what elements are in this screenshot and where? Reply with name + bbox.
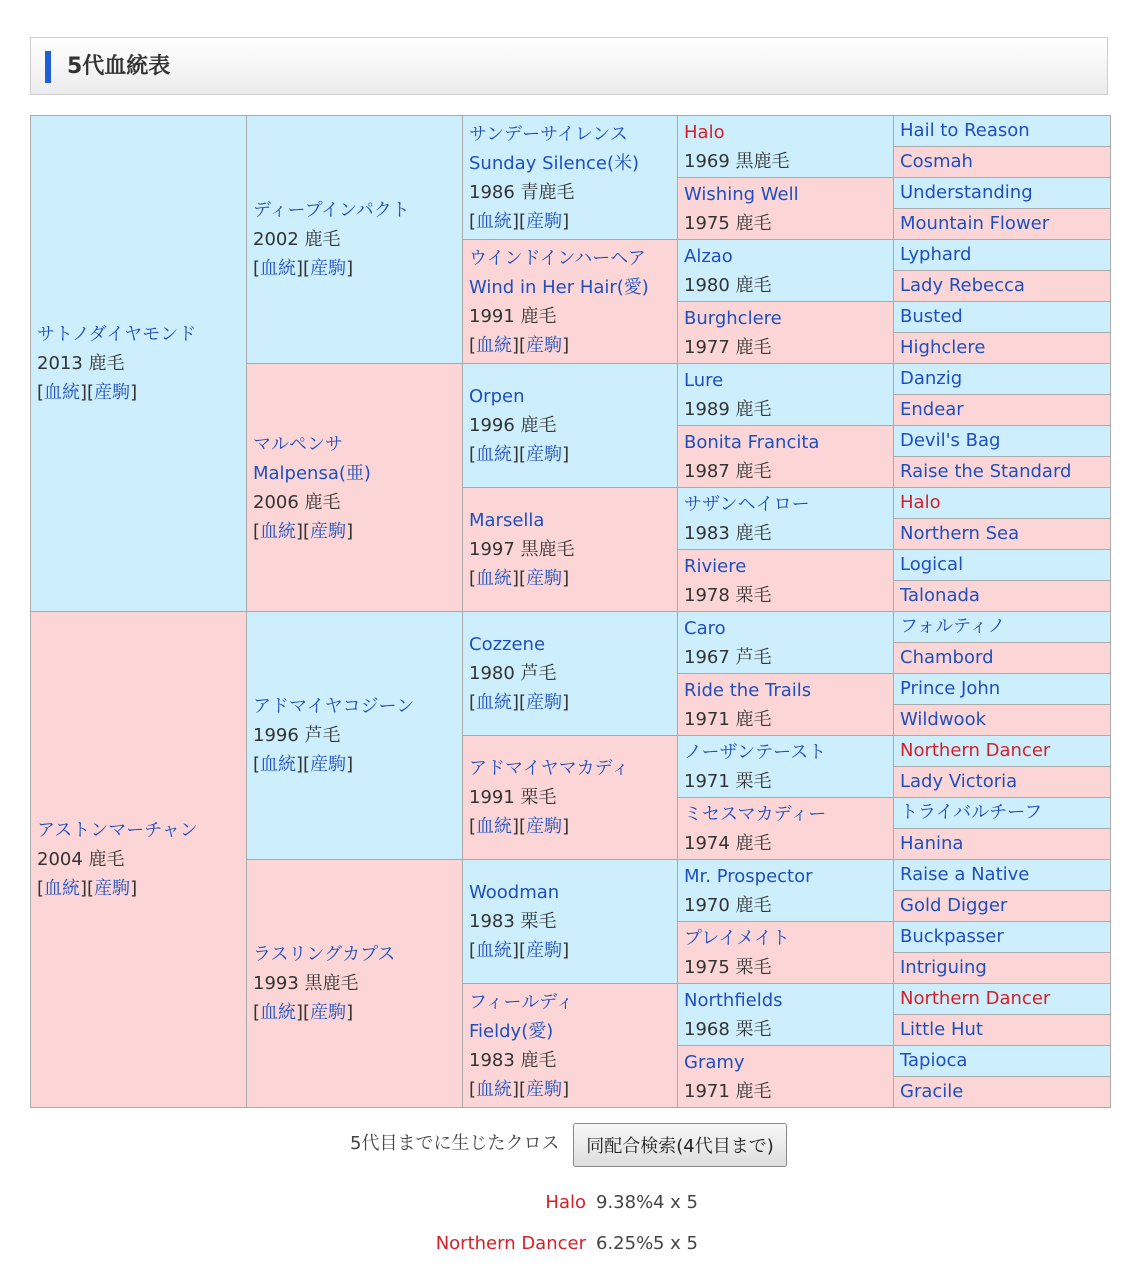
pedigree-link[interactable]: 血統 (476, 816, 513, 837)
horse-name-link[interactable]: Wildwook (900, 709, 987, 730)
offspring-link[interactable]: 産駒 (94, 878, 131, 899)
gen5-cell (894, 922, 1111, 953)
pedigree-link[interactable]: 血統 (260, 258, 297, 279)
gen5-cell (894, 395, 1111, 426)
pedigree-link[interactable]: 血統 (44, 382, 81, 403)
gen5-cell (894, 643, 1111, 674)
horse-name-link[interactable]: フィールディ (469, 991, 574, 1013)
horse-name-alt-link[interactable]: Sunday Silence(米) (469, 152, 639, 174)
gen5-cell (894, 953, 1111, 984)
gen4-cell (678, 1046, 894, 1108)
horse-name-link[interactable]: Alzao (684, 245, 733, 267)
pedigree-links: [血統][産駒] (37, 382, 138, 403)
horse-name-link[interactable]: Northfields (684, 989, 783, 1011)
pedigree-links: [血統][産駒] (469, 568, 570, 589)
horse-info: 1978 栗毛 (684, 584, 772, 606)
horse-info: 1967 芦毛 (684, 646, 772, 668)
horse-info: 1986 青鹿毛 (469, 181, 575, 203)
gen4-cell (678, 736, 894, 798)
horse-name-link[interactable]: Highclere (900, 337, 986, 358)
horse-name-link[interactable]: Chambord (900, 647, 994, 668)
horse-name-link[interactable]: Hanina (900, 833, 964, 854)
horse-info: 1996 鹿毛 (469, 415, 557, 436)
horse-info: 1983 鹿毛 (469, 1049, 557, 1071)
horse-info: 1971 鹿毛 (684, 1080, 772, 1102)
horse-name-link[interactable]: Orpen (469, 386, 525, 407)
horse-name-link[interactable]: Lady Rebecca (900, 275, 1025, 296)
horse-info: 1991 鹿毛 (469, 305, 557, 327)
gen5-cell (894, 457, 1111, 488)
gen5-cell (894, 767, 1111, 798)
horse-info: 1997 黒鹿毛 (469, 539, 575, 560)
gen5-cell (894, 178, 1111, 209)
gen5-cell (894, 364, 1111, 395)
horse-info: 1991 栗毛 (469, 787, 557, 808)
offspring-link[interactable]: 産駒 (526, 816, 563, 837)
pedigree-links: [血統][産駒] (469, 940, 570, 961)
offspring-link[interactable]: 産駒 (310, 1002, 347, 1023)
gen4-cell (678, 798, 894, 860)
horse-name-link[interactable]: Halo (900, 492, 941, 513)
pedigree-links: [血統][産駒] (253, 258, 354, 279)
horse-name-link[interactable]: アドマイヤコジーン (253, 696, 415, 717)
gen5-cell (894, 860, 1111, 891)
cross-generation: 4 x 5 (653, 1192, 698, 1213)
gen5-cell (894, 550, 1111, 581)
gen5-cell (894, 147, 1111, 178)
pedigree-link[interactable]: 血統 (476, 444, 513, 465)
offspring-link[interactable]: 産駒 (526, 444, 563, 465)
gen4-cell (678, 922, 894, 984)
horse-info: 2013 鹿毛 (37, 353, 125, 374)
section-title: 5代血統表 (67, 54, 171, 79)
cross-horse-link[interactable]: Northern Dancer (435, 1233, 586, 1254)
pedigree-link[interactable]: 血統 (260, 754, 297, 775)
gen5-cell (894, 519, 1111, 550)
pedigree-link[interactable]: 血統 (44, 878, 81, 899)
horse-name-link[interactable]: Caro (684, 617, 726, 639)
horse-name-link[interactable]: Raise a Native (900, 864, 1030, 885)
gen4-cell (678, 426, 894, 488)
gen5-cell (894, 333, 1111, 364)
same-mating-search-button[interactable]: 同配合検索(4代目まで) (573, 1123, 787, 1167)
horse-name-link[interactable]: Burghclere (684, 307, 782, 329)
offspring-link[interactable]: 産駒 (310, 754, 347, 775)
gen2-cell (247, 364, 463, 612)
horse-name-link[interactable]: Little Hut (900, 1019, 983, 1040)
horse-info: 1980 芦毛 (469, 663, 557, 684)
horse-name-link[interactable]: プレイメイト (684, 927, 790, 949)
offspring-link[interactable]: 産駒 (526, 334, 563, 356)
offspring-link[interactable]: 産駒 (526, 210, 563, 232)
pedigree-link[interactable]: 血統 (260, 1002, 297, 1023)
offspring-link[interactable]: 産駒 (526, 692, 563, 713)
horse-name-link[interactable]: Northern Dancer (900, 740, 1051, 761)
horse-info: 1977 鹿毛 (684, 336, 772, 358)
gen5-cell (894, 674, 1111, 705)
horse-info: 1975 鹿毛 (684, 212, 772, 234)
horse-name-link[interactable]: ディープインパクト (253, 200, 410, 221)
pedigree-link[interactable]: 血統 (476, 568, 513, 589)
gen3-cell (463, 860, 678, 984)
header-accent-bar (45, 51, 51, 83)
gen3-cell (463, 736, 678, 860)
horse-name-link[interactable]: Wishing Well (684, 183, 799, 205)
gen5-cell (894, 271, 1111, 302)
cross-percentage: 9.38% (596, 1192, 654, 1213)
horse-name-link[interactable]: サトノダイヤモンド (37, 324, 197, 345)
gen4-cell (678, 612, 894, 674)
gen4-cell (678, 488, 894, 550)
gen1-cell (31, 612, 247, 1108)
section-header (30, 37, 1108, 95)
horse-name-link[interactable]: Lady Victoria (900, 771, 1018, 792)
horse-info: 2006 鹿毛 (253, 491, 341, 513)
horse-name-alt-link[interactable]: Fieldy(愛) (469, 1020, 554, 1042)
horse-info: 1987 鹿毛 (684, 460, 772, 482)
horse-name-link[interactable]: Raise the Standard (900, 461, 1072, 482)
horse-info: 1993 黒鹿毛 (253, 973, 359, 994)
pedigree-link[interactable]: 血統 (476, 1078, 513, 1100)
offspring-link[interactable]: 産駒 (94, 382, 131, 403)
gen5-cell (894, 581, 1111, 612)
pedigree-links: [血統][産駒] (469, 210, 570, 232)
gen4-cell (678, 302, 894, 364)
horse-name-alt-link[interactable]: Malpensa(亜) (253, 462, 371, 484)
gen3-cell (463, 612, 678, 736)
horse-name-link[interactable]: Halo (684, 121, 725, 143)
horse-name-link[interactable]: Hail to Reason (900, 120, 1030, 141)
pedigree-link[interactable]: 血統 (476, 210, 513, 232)
horse-name-link[interactable]: Cozzene (469, 634, 546, 655)
horse-info: 1980 鹿毛 (684, 274, 772, 296)
horse-info: 1970 鹿毛 (684, 894, 772, 916)
horse-info: 1968 栗毛 (684, 1018, 772, 1040)
horse-name-link[interactable]: アドマイヤマカディ (469, 758, 630, 779)
pedigree-links: [血統][産駒] (469, 444, 570, 465)
horse-name-link[interactable]: Lure (684, 369, 724, 391)
offspring-link[interactable]: 産駒 (526, 1078, 563, 1100)
pedigree-links: [血統][産駒] (253, 1002, 354, 1023)
gen5-cell (894, 209, 1111, 240)
horse-name-link[interactable]: Buckpasser (900, 926, 1004, 947)
horse-name-link[interactable]: Riviere (684, 555, 747, 577)
horse-name-link[interactable]: Endear (900, 399, 964, 420)
cross-generation: 5 x 5 (653, 1233, 698, 1254)
gen5-cell (894, 426, 1111, 457)
horse-name-link[interactable]: ノーザンテースト (684, 741, 827, 763)
gen3-cell (463, 240, 678, 364)
horse-name-link[interactable]: ラスリングカプス (253, 944, 396, 965)
horse-name-link[interactable]: フォルティノ (900, 616, 1006, 637)
gen5-cell (894, 798, 1111, 829)
horse-name-link[interactable]: アストンマーチャン (37, 820, 198, 841)
gen5-cell (894, 488, 1111, 519)
horse-info: 2004 鹿毛 (37, 849, 125, 870)
horse-name-link[interactable]: ウインドインハーヘア (469, 247, 646, 269)
gen4-cell (678, 984, 894, 1046)
horse-name-link[interactable]: Marsella (469, 510, 545, 531)
gen4-cell (678, 178, 894, 240)
offspring-link[interactable]: 産駒 (310, 520, 347, 542)
offspring-link[interactable]: 産駒 (310, 258, 347, 279)
horse-name-link[interactable]: Lyphard (900, 244, 972, 265)
horse-info: 1974 鹿毛 (684, 832, 772, 854)
gen2-cell (247, 612, 463, 860)
horse-name-link[interactable]: Understanding (900, 182, 1033, 203)
pedigree-links: [血統][産駒] (253, 520, 354, 542)
horse-info: 1969 黒鹿毛 (684, 150, 790, 172)
horse-name-link[interactable]: トライバルチーフ (900, 802, 1043, 823)
gen3-cell (463, 364, 678, 488)
horse-name-link[interactable]: Ride the Trails (684, 679, 812, 701)
horse-info: 2002 鹿毛 (253, 229, 341, 250)
gen5-cell (894, 1015, 1111, 1046)
horse-name-link[interactable]: Mountain Flower (900, 213, 1050, 234)
cross-horse-link[interactable]: Halo (545, 1192, 586, 1213)
horse-name-link[interactable]: Gold Digger (900, 895, 1008, 916)
horse-name-link[interactable]: Intriguing (900, 957, 987, 978)
gen5-cell (894, 612, 1111, 643)
gen4-cell (678, 674, 894, 736)
gen3-cell (463, 116, 678, 240)
gen5-cell (894, 1077, 1111, 1108)
pedigree-links: [血統][産駒] (469, 816, 570, 837)
gen4-cell (678, 860, 894, 922)
horse-info: 1971 鹿毛 (684, 708, 772, 730)
horse-name-link[interactable]: Northern Sea (900, 523, 1020, 544)
pedigree-links: [血統][産駒] (37, 878, 138, 899)
pedigree-links: [血統][産駒] (469, 334, 570, 356)
horse-name-link[interactable]: Tapioca (900, 1050, 968, 1071)
pedigree-link[interactable]: 血統 (476, 334, 513, 356)
gen4-cell (678, 550, 894, 612)
gen3-cell (463, 488, 678, 612)
horse-name-link[interactable]: サンデーサイレンス (469, 123, 628, 145)
horse-name-link[interactable]: Logical (900, 554, 964, 575)
gen4-cell (678, 364, 894, 426)
gen2-cell (247, 116, 463, 364)
gen2-cell (247, 860, 463, 1108)
gen5-cell (894, 891, 1111, 922)
gen5-cell (894, 705, 1111, 736)
horse-info: 1996 芦毛 (253, 725, 341, 746)
pedigree-link[interactable]: 血統 (476, 940, 513, 961)
cross-label: 5代目までに生じたクロス (350, 1133, 560, 1154)
horse-info: 1989 鹿毛 (684, 398, 772, 420)
horse-name-link[interactable]: Danzig (900, 368, 963, 389)
pedigree-table (30, 115, 1111, 1108)
gen5-cell (894, 736, 1111, 767)
gen1-cell (31, 116, 247, 612)
horse-name-link[interactable]: Devil's Bag (900, 430, 1001, 451)
pedigree-link[interactable]: 血統 (476, 692, 513, 713)
gen5-cell (894, 302, 1111, 333)
pedigree-links: [血統][産駒] (469, 692, 570, 713)
offspring-link[interactable]: 産駒 (526, 568, 563, 589)
horse-info: 1971 栗毛 (684, 770, 772, 792)
pedigree-link[interactable]: 血統 (260, 520, 297, 542)
gen5-cell (894, 1046, 1111, 1077)
horse-name-link[interactable]: Talonada (900, 585, 980, 606)
gen5-cell (894, 240, 1111, 271)
gen5-cell (894, 984, 1111, 1015)
gen5-cell (894, 829, 1111, 860)
pedigree-links: [血統][産駒] (253, 754, 354, 775)
horse-name-link[interactable]: Busted (900, 306, 963, 327)
horse-name-link[interactable]: Gracile (900, 1081, 964, 1102)
horse-name-link[interactable]: サザンヘイロー (684, 493, 810, 515)
offspring-link[interactable]: 産駒 (526, 940, 563, 961)
gen5-cell (894, 116, 1111, 147)
horse-name-link[interactable]: Mr. Prospector (684, 865, 813, 887)
horse-name-link[interactable]: Bonita Francita (684, 431, 820, 453)
horse-name-link[interactable]: Gramy (684, 1051, 745, 1073)
horse-info: 1975 栗毛 (684, 956, 772, 978)
horse-info: 1983 栗毛 (469, 911, 557, 932)
horse-info: 1983 鹿毛 (684, 522, 772, 544)
gen4-cell (678, 240, 894, 302)
horse-name-link[interactable]: Cosmah (900, 151, 973, 172)
gen3-cell (463, 984, 678, 1108)
horse-name-link[interactable]: Northern Dancer (900, 988, 1051, 1009)
cross-percentage: 6.25% (596, 1233, 654, 1254)
pedigree-links: [血統][産駒] (469, 1078, 570, 1100)
gen4-cell (678, 116, 894, 178)
horse-name-link[interactable]: マルペンサ (253, 433, 343, 455)
horse-name-link[interactable]: Woodman (469, 882, 560, 903)
horse-name-alt-link[interactable]: Wind in Her Hair(愛) (469, 276, 649, 298)
horse-name-link[interactable]: ミセスマカディー (684, 803, 827, 825)
horse-name-link[interactable]: Prince John (900, 678, 1001, 699)
